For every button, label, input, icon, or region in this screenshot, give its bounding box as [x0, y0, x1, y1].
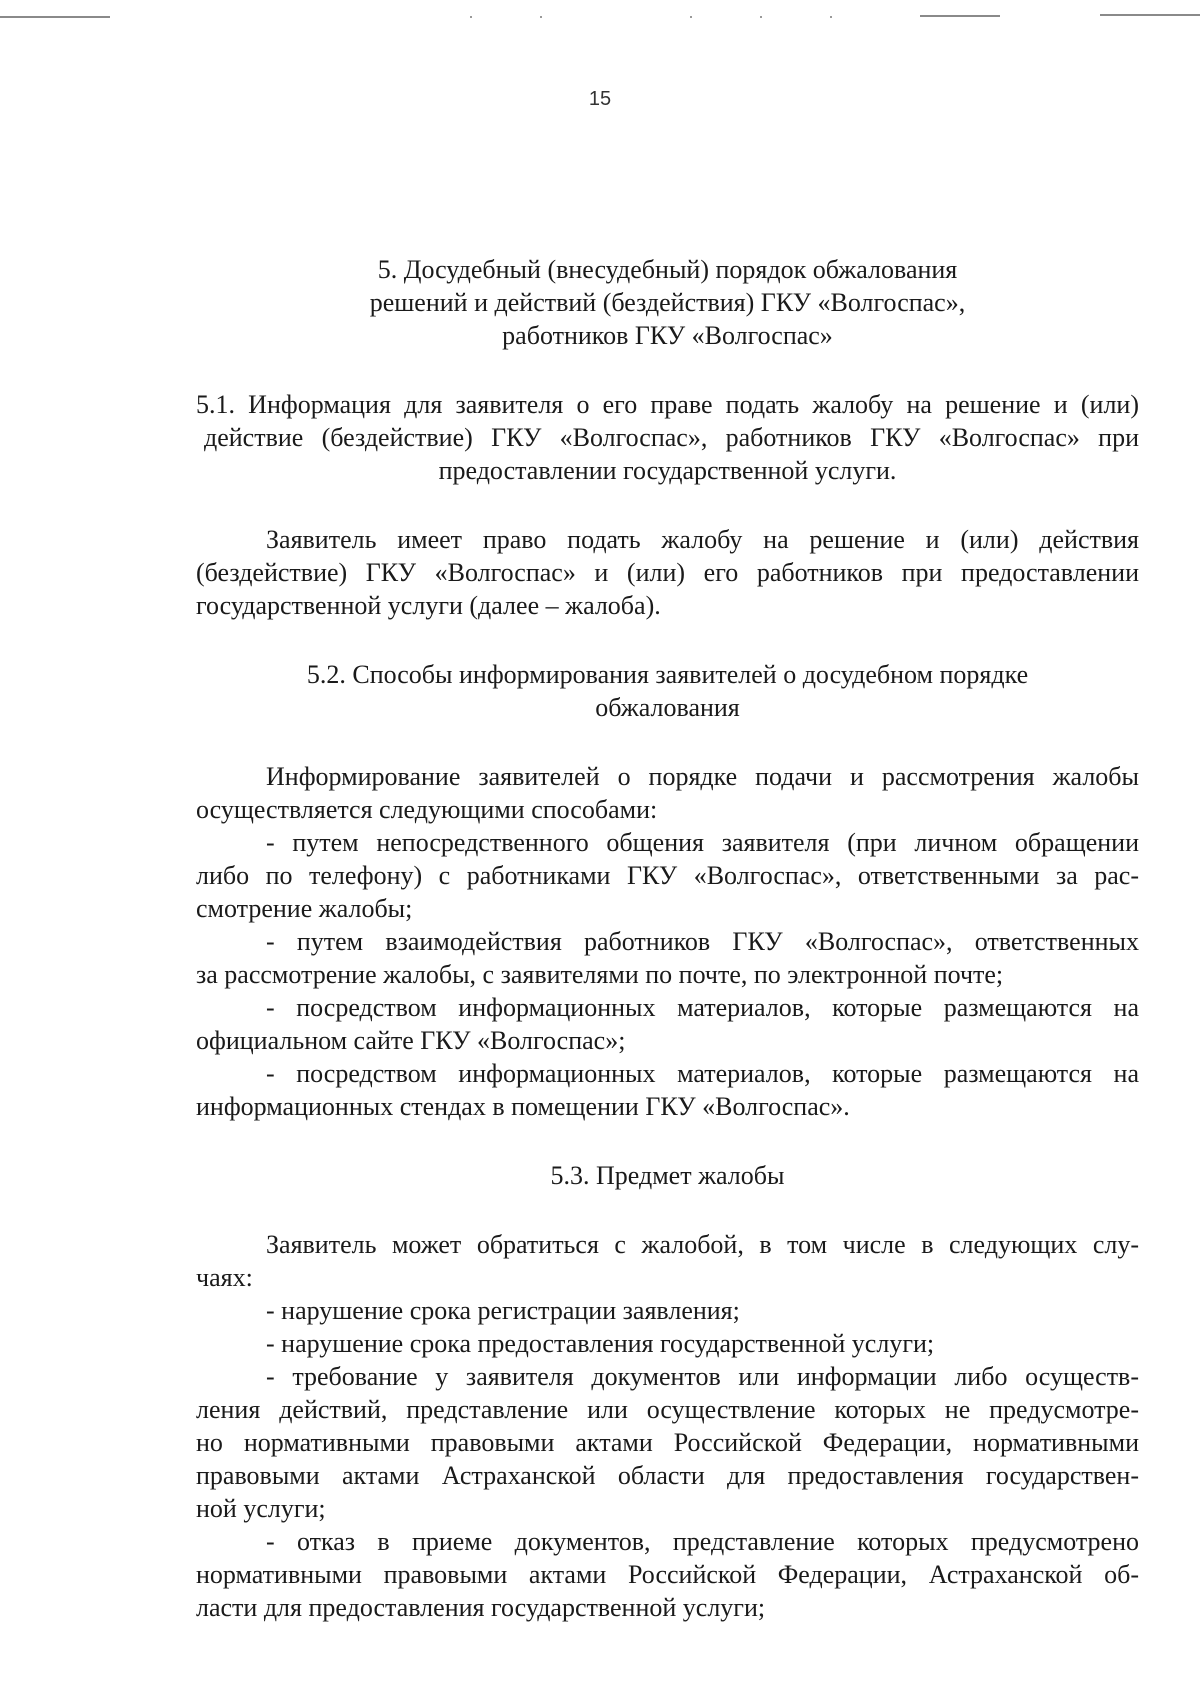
paragraph-line: чаях:	[196, 1263, 253, 1292]
heading-line: 5.1. Информация для заявителя о его праве подать жалобу на решение и (или)	[196, 390, 1139, 419]
heading-line: решений и действий (бездействия) ГКУ «Волгоспас»,	[369, 288, 966, 317]
section-5-1-heading	[196, 388, 1139, 454]
list-item-line: ласти для предоставления государственной услуги;	[196, 1593, 766, 1622]
list-item-line: информационных стендах в помещении ГКУ «Волгоспас».	[196, 1092, 850, 1121]
list-item-line: нормативными правовыми актами Российской Федерации, Астраханской об-	[196, 1560, 1139, 1589]
section-5-3-heading	[196, 1159, 1139, 1192]
heading-line: предоставлении государственной услуги.	[438, 456, 897, 485]
list-item-line: - нарушение срока предоставления государственной услуги;	[266, 1329, 935, 1358]
list-item-line: - посредством информационных материалов, которые размещаются на	[266, 1059, 1139, 1088]
document-body	[196, 253, 1139, 1624]
section-5-3-item	[196, 1525, 1139, 1624]
section-5-2-intro	[196, 760, 1139, 826]
section-5-1-heading-tail	[196, 454, 1139, 487]
heading-line: обжалования	[595, 693, 740, 722]
section-5-3-item	[196, 1294, 1139, 1327]
paragraph-line: государственной услуги (далее – жалоба).	[196, 591, 661, 620]
list-item-line: либо по телефону) с работниками ГКУ «Волгоспас», ответственными за рас-	[196, 861, 1139, 890]
section-5-2-item	[196, 925, 1139, 991]
list-item-line: - нарушение срока регистрации заявления;	[266, 1296, 740, 1325]
list-item-line: - требование у заявителя документов или информации либо осуществ-	[266, 1362, 1139, 1391]
paragraph-line: осуществляется следующими способами:	[196, 795, 658, 824]
section-5-2-item	[196, 826, 1139, 925]
heading-line: работников ГКУ «Волгоспас»	[502, 321, 833, 350]
section-5-heading	[196, 253, 1139, 352]
list-item-line: за рассмотрение жалобы, с заявителями по почте, по электронной почте;	[196, 960, 1004, 989]
page-number: 15	[588, 88, 612, 110]
list-item-line: но нормативными правовыми актами Российской Федерации, нормативными	[196, 1428, 1139, 1457]
section-5-3-item	[196, 1327, 1139, 1360]
list-item-line: - путем непосредственного общения заявителя (при личном обращении	[266, 828, 1139, 857]
section-5-1-paragraph	[196, 523, 1139, 622]
paragraph-line: Заявитель имеет право подать жалобу на решение и (или) действия	[266, 525, 1139, 554]
heading-line: 5.3. Предмет жалобы	[550, 1161, 785, 1190]
list-item-line: ления действий, представление или осуществление которых не предусмотре-	[196, 1395, 1139, 1424]
list-item-line: - отказ в приеме документов, представление которых предусмотрено	[266, 1527, 1139, 1556]
list-item-line: - путем взаимодействия работников ГКУ «Волгоспас», ответственных	[266, 927, 1139, 956]
section-5-2-heading	[196, 658, 1139, 724]
paragraph-line: (бездействие) ГКУ «Волгоспас» и (или) его работников при предоставлении	[196, 558, 1139, 587]
section-5-2-item	[196, 1057, 1139, 1123]
list-item-line: смотрение жалобы;	[196, 894, 413, 923]
heading-line: 5. Досудебный (внесудебный) порядок обжалования	[377, 255, 958, 284]
heading-line: действие (бездействие) ГКУ «Волгоспас», работников ГКУ «Волгоспас» при	[204, 423, 1139, 452]
list-item-line: - посредством информационных материалов, которые размещаются на	[266, 993, 1139, 1022]
list-item-line: ной услуги;	[196, 1494, 326, 1523]
section-5-3-intro	[196, 1228, 1139, 1294]
paragraph-line: Заявитель может обратиться с жалобой, в том числе в следующих слу-	[266, 1230, 1139, 1259]
heading-line: 5.2. Способы информирования заявителей о досудебном порядке	[306, 660, 1029, 689]
list-item-line: официальном сайте ГКУ «Волгоспас»;	[196, 1026, 626, 1055]
list-item-line: правовыми актами Астраханской области для предоставления государствен-	[196, 1461, 1139, 1490]
scan-artifact	[0, 0, 1200, 20]
paragraph-line: Информирование заявителей о порядке подачи и рассмотрения жалобы	[266, 762, 1139, 791]
section-5-2-item	[196, 991, 1139, 1057]
section-5-3-item	[196, 1360, 1139, 1525]
